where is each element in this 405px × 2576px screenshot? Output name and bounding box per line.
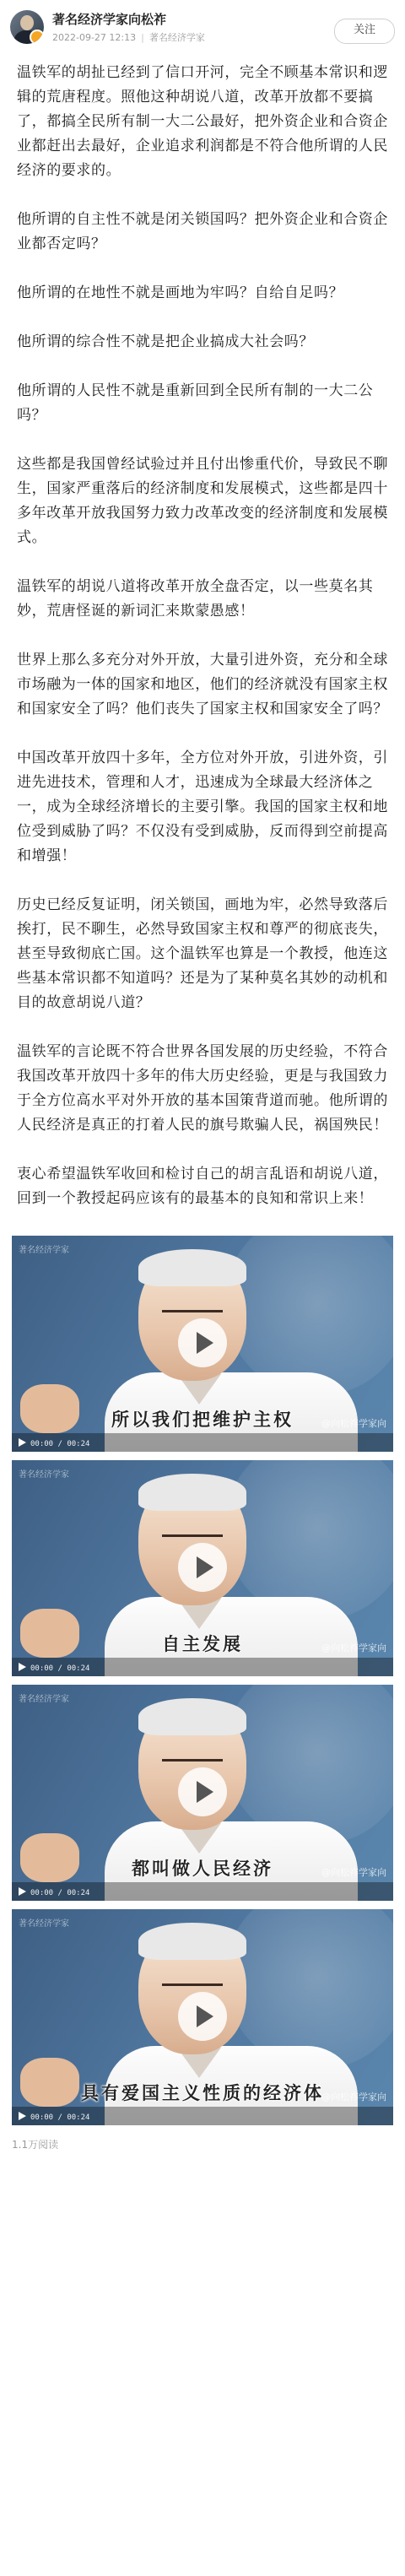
- video-corner-label: 著名经济学家: [19, 1919, 69, 1929]
- avatar[interactable]: [10, 10, 44, 44]
- video-time: 00:00 / 00:24: [30, 1440, 90, 1448]
- paragraph: 他所谓的人民性不就是重新回到全民所有制的一大二公吗？: [17, 382, 374, 424]
- speaker-eyes: [162, 1759, 223, 1768]
- paragraph: 世界上那么多充分对外开放，大量引进外资，充分和全球市场融为一体的国家和地区，他们的经济就没有国家主权和国家安全了吗？他们丧失了国家主权和国家安全了吗？: [17, 652, 388, 717]
- small-play-icon[interactable]: [19, 2112, 26, 2120]
- video-corner-label: 著名经济学家: [19, 1695, 69, 1704]
- play-icon[interactable]: [178, 1992, 227, 2041]
- speaker-eyes: [162, 1983, 223, 1993]
- video-corner-label: 著名经济学家: [19, 1246, 69, 1255]
- video-player[interactable]: [12, 1685, 393, 1901]
- paragraph: 历史已经反复证明，闭关锁国，画地为牢，必然导致落后挨打，民不聊生，必然导致国家主权和尊严的彻底丧失，甚至导致彻底亡国。这个温铁军也算是一个教授，他连这些基本常识都不知道吗？还是为了某种莫名其妙的动机和目的故意胡说八道？: [17, 896, 388, 1011]
- video-time: 00:00 / 00:24: [30, 2113, 90, 2122]
- follow-button[interactable]: 关注: [334, 19, 395, 44]
- paragraph: 温铁军的言论既不符合世界各国发展的历史经验，不符合我国改革开放四十多年的伟大历史经验，更是与我国致力于全方位高水平对外开放的基本国策背道而驰。他所谓的人民经济是真正的打着人民的旗号欺骗人民，祸国殃民！: [17, 1043, 388, 1134]
- play-icon[interactable]: [178, 1318, 227, 1367]
- paragraph: 他所谓的综合性不就是把企业搞成大社会吗？: [17, 333, 314, 350]
- video-watermark: @向松祚学家向: [321, 1642, 386, 1653]
- speaker-eyes: [162, 1310, 223, 1319]
- paragraph: 衷心希望温铁军收回和检讨自己的胡言乱语和胡说八道，回到一个教授起码应该有的最基本的良知和常识上来！: [17, 1166, 388, 1207]
- speaker-hair: [138, 1474, 246, 1511]
- post-meta: [52, 30, 205, 44]
- small-play-icon[interactable]: [19, 1887, 26, 1896]
- meta-separator: |: [141, 32, 144, 43]
- play-icon[interactable]: [178, 1767, 227, 1816]
- video-player[interactable]: [12, 1460, 393, 1676]
- video-player[interactable]: [12, 1909, 393, 2125]
- speaker-hair: [138, 1923, 246, 1960]
- read-count: 1.1万阅读: [12, 2139, 59, 2151]
- speaker-hair: [138, 1698, 246, 1735]
- small-play-icon[interactable]: [19, 1663, 26, 1671]
- video-watermark: @向松祚学家向: [321, 1867, 386, 1878]
- paragraph: 他所谓的自主性不就是闭关锁国吗？把外资企业和合资企业都否定吗？: [17, 211, 388, 252]
- video-subtitle: 具有爱国主义性质的经济体: [81, 2083, 324, 2103]
- paragraph: 温铁军的胡扯已经到了信口开河，完全不顾基本常识和逻辑的荒唐程度。照他这种胡说八道，改革开放都不要搞了，都搞全民所有制一大二公最好，把外资企业和合资企业都赶出去最好，企业追求利润都是不符合他所谓的人民经济的要求的。: [17, 64, 388, 179]
- paragraph: 温铁军的胡说八道将改革开放全盘否定，以一些莫名其妙，荒唐怪诞的新词汇来欺蒙愚感！: [17, 578, 374, 620]
- paragraph: 他所谓的在地性不就是画地为牢吗？自给自足吗？: [17, 284, 344, 301]
- video-player[interactable]: [12, 1236, 393, 1452]
- post-header: [0, 0, 405, 54]
- post-timestamp: 2022-09-27 12:13: [52, 32, 137, 43]
- video-watermark: @向松祚学家向: [321, 2092, 386, 2102]
- video-subtitle: 都叫做人民经济: [132, 1859, 273, 1879]
- small-play-icon[interactable]: [19, 1438, 26, 1447]
- speaker-eyes: [162, 1534, 223, 1544]
- speaker-hair: [138, 1249, 246, 1286]
- post-body: [0, 54, 405, 2125]
- play-icon[interactable]: [178, 1543, 227, 1592]
- author-source: 著名经济学家: [148, 32, 205, 43]
- video-subtitle: 自主发展: [162, 1634, 243, 1654]
- verified-badge-icon: [30, 30, 44, 44]
- author-name[interactable]: 著名经济学家向松祚: [52, 12, 167, 27]
- paragraph: 中国改革开放四十多年，全方位对外开放，引进外资，引进先进技术，管理和人才，迅速成为全球最大经济体之一，成为全球经济增长的主要引擎。我国的国家主权和地位受到威胁了吗？不仅没有受到威胁，反而得到空前提高和增强！: [17, 750, 388, 864]
- avatar-face: [20, 15, 34, 30]
- video-subtitle: 所以我们把维护主权: [111, 1410, 294, 1430]
- paragraph: 这些都是我国曾经试验过并且付出惨重代价，导致民不聊生，国家严重落后的经济制度和发展模式，这些都是四十多年改革开放我国努力致力改革改变的经济制度和发展模式。: [17, 456, 388, 546]
- video-watermark: @向松祚学家向: [321, 1418, 386, 1429]
- video-time: 00:00 / 00:24: [30, 1664, 90, 1673]
- video-corner-label: 著名经济学家: [19, 1470, 69, 1480]
- video-time: 00:00 / 00:24: [30, 1889, 90, 1897]
